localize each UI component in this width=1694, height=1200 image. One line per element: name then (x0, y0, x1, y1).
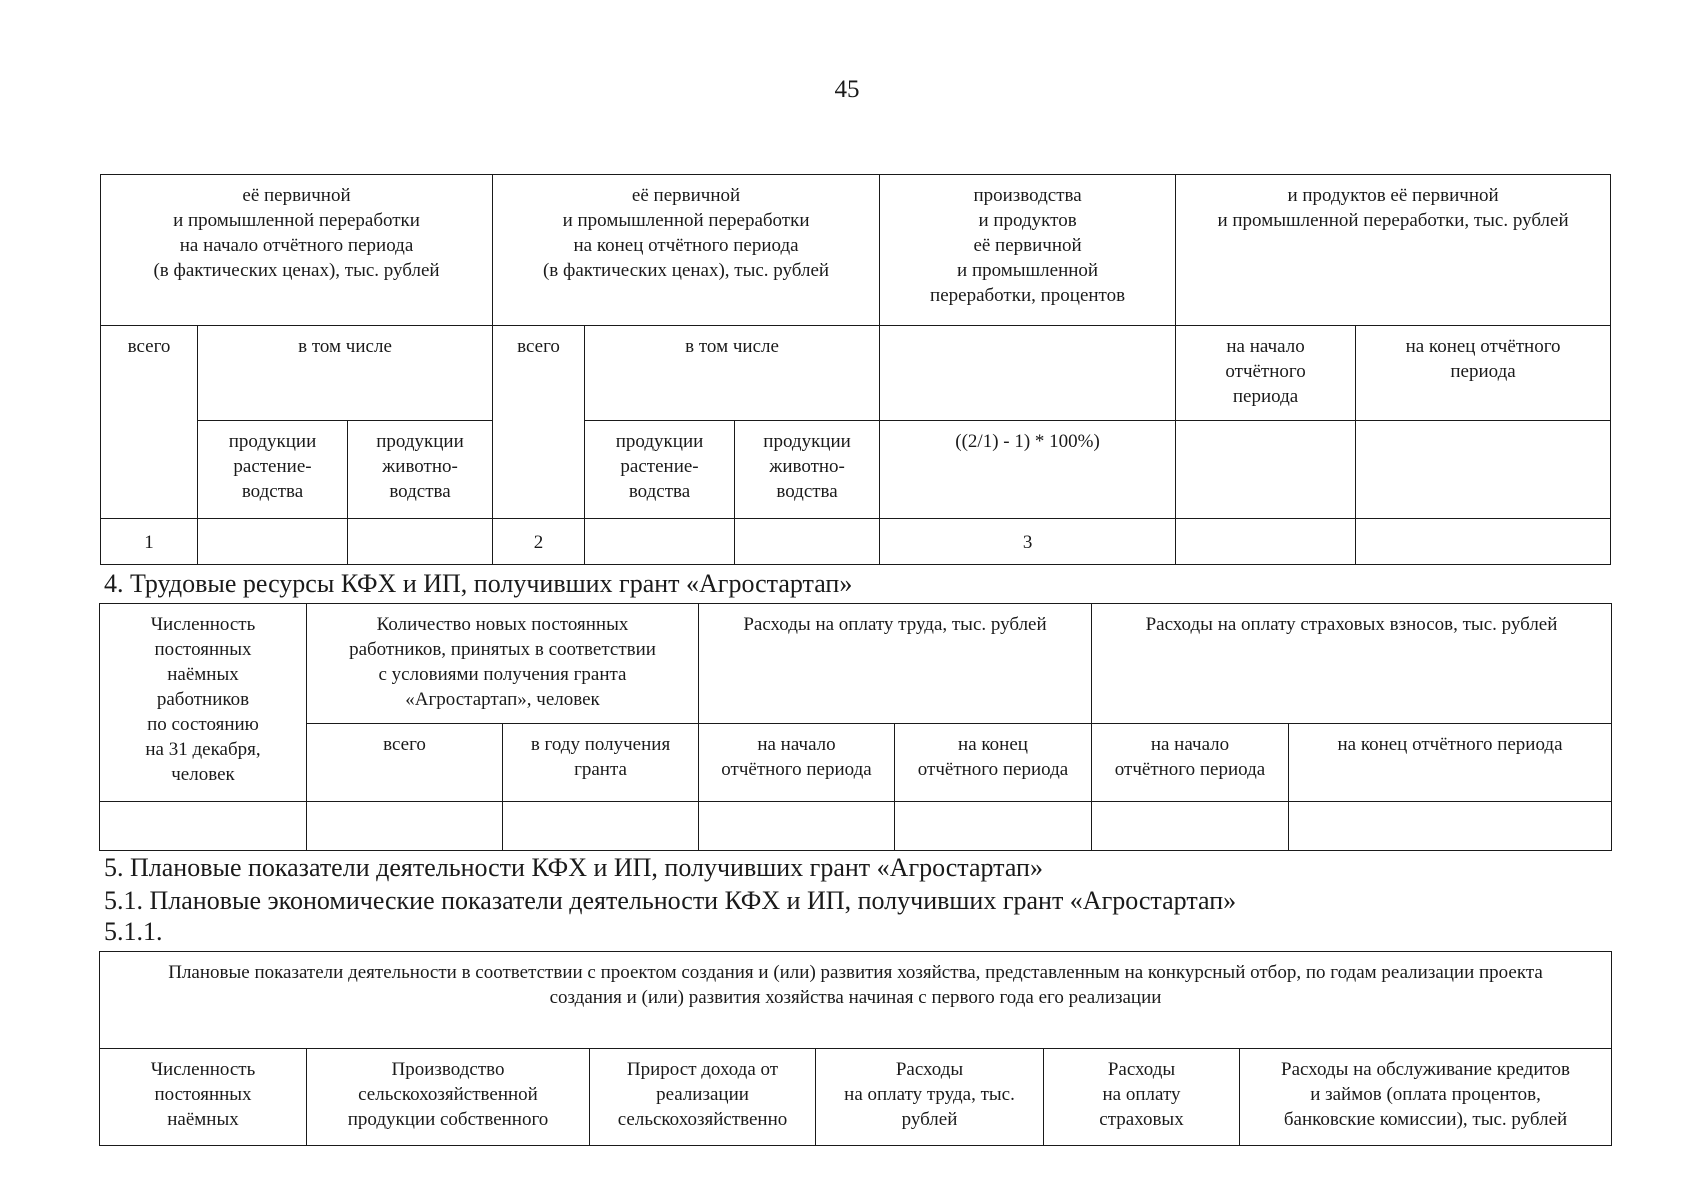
cell-empty (699, 802, 895, 851)
header-planned-wages: Расходы на оплату труда, тыс. рублей (816, 1049, 1044, 1146)
planned-indicators-table (99, 951, 1612, 1146)
cell-empty (1356, 421, 1611, 519)
cell-insurance-end: на конец отчётного периода (1289, 724, 1612, 802)
section-5-1-heading: 5.1. Плановые экономические показатели деятельности КФХ и ИП, получивших грант «Агростартап» (104, 886, 1237, 915)
header-planned-loan-service: Расходы на обслуживание кредитов и займов (оплата процентов, банковские комиссии), тыс. рублей (1240, 1049, 1612, 1146)
header-insurance-expenses: Расходы на оплату страховых взносов, тыс. рублей (1092, 604, 1612, 724)
column-number-1: 1 (101, 519, 198, 565)
cell-period-end: на конец отчётного периода (1356, 326, 1611, 421)
cell-new-total: всего (307, 724, 503, 802)
cell-empty (1356, 519, 1611, 565)
cell-empty (307, 802, 503, 851)
cell-animal-2: продукции животно- водства (735, 421, 880, 519)
cell-empty (880, 326, 1176, 421)
cell-wage-start: на начало отчётного периода (699, 724, 895, 802)
cell-empty (100, 802, 307, 851)
header-planned-staff: Численность постоянных наёмных (100, 1049, 307, 1146)
header-processing-value: и продуктов её первичной и промышленной переработки, тыс. рублей (1176, 175, 1611, 326)
cell-empty (503, 802, 699, 851)
cell-empty (198, 519, 348, 565)
page-number: 45 (834, 76, 860, 103)
section-5-heading: 5. Плановые показатели деятельности КФХ и ИП, получивших грант «Агростартап» (104, 853, 1043, 882)
labor-resources-table (99, 603, 1612, 851)
cell-empty (348, 519, 493, 565)
cell-animal-1: продукции животно- водства (348, 421, 493, 519)
cell-empty (1176, 519, 1356, 565)
cell-insurance-start: на начало отчётного периода (1092, 724, 1289, 802)
header-new-workers: Количество новых постоянных работников, принятых в соответствии с условиями получения гранта «Агростартап», человек (307, 604, 699, 724)
header-value-end: её первичной и промышленной переработки на конец отчётного периода (в фактических ценах), тыс. рублей (493, 175, 880, 326)
continuation-table (100, 174, 1611, 565)
cell-formula: ((2/1) - 1) * 100%) (880, 421, 1176, 519)
header-growth-percent: производства и продуктов её первичной и промышленной переработки, процентов (880, 175, 1176, 326)
section-4-heading: 4. Трудовые ресурсы КФХ и ИП, получивших грант «Агростартап» (104, 569, 853, 598)
column-number-3: 3 (880, 519, 1176, 565)
cell-wage-end: на конец отчётного периода (895, 724, 1092, 802)
header-planned-insurance: Расходы на оплату страховых (1044, 1049, 1240, 1146)
cell-including-2: в том числе (585, 326, 880, 421)
cell-including-1: в том числе (198, 326, 493, 421)
header-wage-expenses: Расходы на оплату труда, тыс. рублей (699, 604, 1092, 724)
cell-empty (895, 802, 1092, 851)
cell-plant-1: продукции растение- водства (198, 421, 348, 519)
cell-empty (1289, 802, 1612, 851)
header-planned-income-growth: Прирост дохода от реализации сельскохозяйственно (590, 1049, 816, 1146)
cell-empty (735, 519, 880, 565)
cell-empty (585, 519, 735, 565)
cell-empty (1176, 421, 1356, 519)
cell-total-2: всего (493, 326, 585, 519)
cell-period-start: на начало отчётного периода (1176, 326, 1356, 421)
planned-indicators-title: Плановые показатели деятельности в соответствии с проектом создания и (или) развития хозяйства, представленным на конкурсный отбор, по годам реализации проекта создания и (или) развития хозяйства начиная с первого года его реализации (100, 952, 1612, 1049)
section-5-1-1-heading: 5.1.1. (104, 917, 163, 946)
cell-total-1: всего (101, 326, 198, 519)
header-planned-production: Производство сельскохозяйственной продукции собственного (307, 1049, 590, 1146)
header-staff-count: Численность постоянных наёмных работников по состоянию на 31 декабря, человек (100, 604, 307, 802)
cell-plant-2: продукции растение- водства (585, 421, 735, 519)
cell-empty (1092, 802, 1289, 851)
column-number-2: 2 (493, 519, 585, 565)
header-value-start: её первичной и промышленной переработки на начало отчётного периода (в фактических ценах), тыс. рублей (101, 175, 493, 326)
cell-new-grant-year: в году получения гранта (503, 724, 699, 802)
